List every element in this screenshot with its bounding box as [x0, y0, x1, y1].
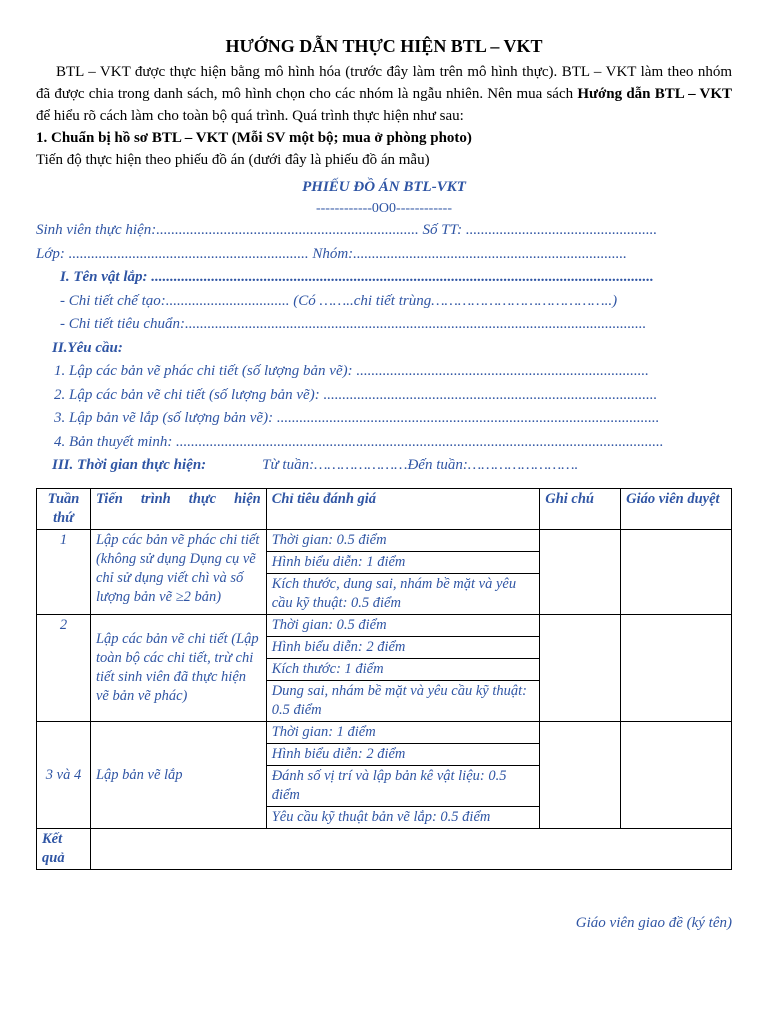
requirement-4: 4. Bản thuyết minh: ..................................................................................................................................	[54, 433, 664, 450]
process-cell: Lập các bản vẽ chi tiết (Lập toàn bộ các chi tiết, trừ chi tiết sinh viên đã thực hiện vẽ bản vẽ phác)	[90, 615, 266, 722]
class-line: Lớp: ................................................................ Nhóm:.........................................................................	[36, 245, 627, 262]
requirement-2: 2. Lập các bản vẽ chi tiết (số lượng bản vẽ): .........................................................................................	[54, 386, 658, 403]
table-header-row	[37, 489, 732, 530]
header-teacher: Giáo viên duyệt	[621, 489, 732, 530]
teacher-signature: Giáo viên giao đề (ký tên)	[575, 915, 732, 931]
section-I-text: I. Tên vật lắp: ......................................................................................................................................	[60, 269, 654, 285]
time-range: Từ tuần:…………………Đến tuần:…………………….	[262, 457, 579, 473]
table-row	[37, 615, 732, 637]
result-cell	[90, 829, 731, 870]
criteria-cell: Dung sai, nhám bề mặt và yêu cầu kỹ thuật: 0.5 điểm	[266, 681, 540, 722]
criteria-cell: Đánh số vị trí và lập bản kê vật liệu: 0.5 điểm	[266, 766, 540, 807]
section-III-heading: III. Thời gian thực hiện:	[52, 457, 207, 473]
section-II-heading: II.Yêu cầu:	[52, 339, 123, 356]
criteria-cell: Hình biểu diễn: 2 điểm	[266, 744, 540, 766]
result-label: Kết quả	[37, 829, 91, 870]
criteria-cell: Hình biểu diễn: 1 điểm	[266, 552, 540, 574]
header-criteria: Chỉ tiêu đánh giá	[266, 489, 540, 530]
header-week: Tuần thứ	[37, 489, 91, 530]
progress-note: Tiến độ thực hiện theo phiếu đồ án (dưới đây là phiếu đồ án mẫu)	[36, 152, 430, 168]
criteria-cell: Thời gian: 1 điểm	[266, 722, 540, 744]
note-cell	[540, 722, 621, 829]
intro-text-1: BTL – VKT được thực hiện bằng mô hình hóa (trước đây làm trên mô hình thực). BTL – VKT làm theo nhóm đã được chia trong danh sách, mô hình chọn cho các nhóm là ngẫu nhiên. Nên mua sách	[36, 64, 732, 102]
table-row	[37, 722, 732, 744]
week-cell: 2	[37, 615, 91, 722]
header-note: Ghi chú	[540, 489, 621, 530]
week-cell: 3 và 4	[37, 722, 91, 829]
teacher-cell	[621, 615, 732, 722]
section-III-line	[36, 454, 732, 478]
student-line: Sinh viên thực hiện:...................................................................... Số TT: ...................................................	[36, 222, 658, 238]
manufactured-parts-line: - Chi tiết chế tạo:................................. (Có ……..chi tiết trùng…………………………………..)	[60, 292, 618, 309]
section-I-line	[36, 266, 732, 290]
criteria-cell: Kích thước, dung sai, nhám bề mặt và yêu cầu kỹ thuật: 0.5 điểm	[266, 574, 540, 615]
process-cell: Lập các bản vẽ phác chi tiết (không sử dụng Dụng cụ vẽ chỉ sử dụng viết chì và số lượng bản vẽ ≥2 bản)	[90, 530, 266, 615]
form-subtitle: ------------0O0------------	[315, 201, 452, 216]
table-row	[37, 530, 732, 552]
note-cell	[540, 530, 621, 615]
criteria-cell: Hình biểu diễn: 2 điểm	[266, 637, 540, 659]
teacher-cell	[621, 722, 732, 829]
document-title: HƯỚNG DẪN THỰC HIỆN BTL – VKT	[225, 36, 543, 56]
criteria-cell: Thời gian: 0.5 điểm	[266, 530, 540, 552]
header-process: Tiến trình thực hiện	[90, 489, 266, 530]
requirement-1: 1. Lập các bản vẽ phác chi tiết (số lượng bản vẽ): ..............................................................................	[54, 363, 649, 379]
section-1-heading: 1. Chuẩn bị hồ sơ BTL – VKT (Mỗi SV một bộ; mua ở phòng photo)	[36, 130, 472, 146]
document-page	[36, 30, 732, 478]
intro-bold-text: Hướng dẫn BTL – VKT	[577, 86, 732, 102]
criteria-cell: Yêu cầu kỹ thuật bản vẽ lắp: 0.5 điểm	[266, 807, 540, 829]
form-title: PHIẾU ĐỒ ÁN BTL-VKT	[302, 179, 466, 195]
process-cell: Lập bản vẽ lắp	[90, 722, 266, 829]
criteria-cell: Thời gian: 0.5 điểm	[266, 615, 540, 637]
criteria-cell: Kích thước: 1 điểm	[266, 659, 540, 681]
progress-table	[36, 488, 732, 870]
requirement-3: 3. Lập bản vẽ lắp (số lượng bản vẽ): ......................................................................................................	[54, 410, 660, 426]
intro-text-2: để hiểu rõ cách làm cho toàn bộ quá trình. Quá trình thực hiện như sau:	[36, 108, 464, 124]
intro-paragraph	[36, 61, 732, 127]
note-cell	[540, 615, 621, 722]
week-cell: 1	[37, 530, 91, 615]
teacher-cell	[621, 530, 732, 615]
standard-parts-line: - Chi tiết tiêu chuẩn:...........................................................................................................................	[60, 316, 647, 332]
result-row	[37, 829, 732, 870]
